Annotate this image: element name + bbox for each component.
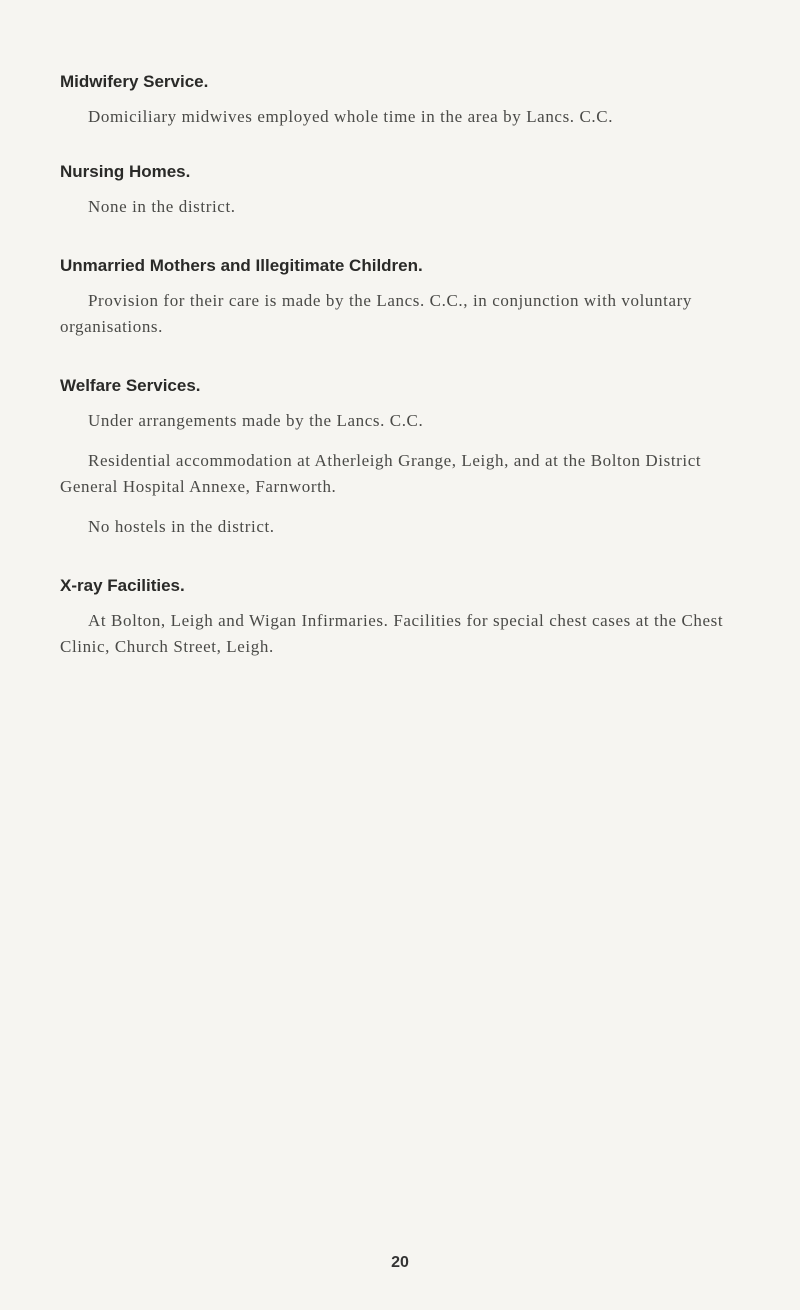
section-paragraph: Residential accommodation at Atherleigh Grange, Leigh, and at the Bolton District General Hospital Annexe, Farnworth. — [60, 451, 702, 496]
section-paragraph: No hostels in the district. — [88, 517, 275, 536]
section-heading: Unmarried Mothers and Illegitimate Children. — [60, 256, 423, 275]
section-heading: Welfare Services. — [60, 376, 201, 395]
section-midwifery-service — [60, 70, 760, 130]
section-nursing-homes — [60, 160, 760, 220]
section-heading: Nursing Homes. — [60, 162, 191, 181]
section-welfare-services — [60, 374, 760, 540]
section-paragraph: Domiciliary midwives employed whole time in the area by Lancs. C.C. — [88, 107, 614, 126]
section-paragraph: Provision for their care is made by the Lancs. C.C., in conjunction with voluntary organisations. — [60, 291, 692, 336]
section-heading: Midwifery Service. — [60, 72, 209, 91]
page-number: 20 — [391, 1254, 409, 1271]
section-paragraph: Under arrangements made by the Lancs. C.C. — [88, 411, 424, 430]
section-heading: X-ray Facilities. — [60, 576, 185, 595]
section-paragraph: At Bolton, Leigh and Wigan Infirmaries. Facilities for special chest cases at the Chest Clinic, Church Street, Leigh. — [60, 611, 724, 656]
section-paragraph: None in the district. — [88, 197, 236, 216]
section-unmarried-mothers — [60, 254, 760, 340]
document-page — [60, 70, 760, 660]
section-xray-facilities — [60, 574, 760, 660]
